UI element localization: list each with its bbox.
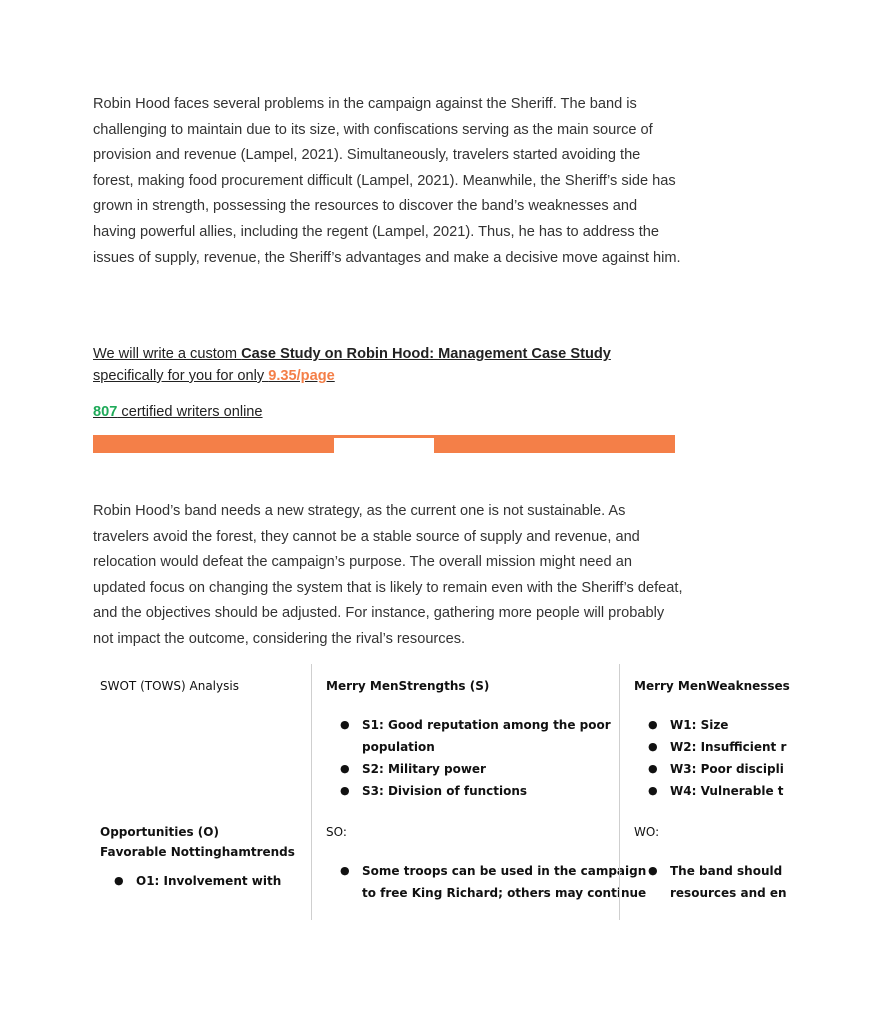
list-item: ● W1: Size xyxy=(648,718,729,732)
opportunities-title: Opportunities (O) xyxy=(100,825,219,839)
list-item: ● Some troops can be used in the campaign xyxy=(340,864,647,878)
list-item-continuation: resources and en xyxy=(670,886,787,900)
wo-label: WO: xyxy=(634,825,660,839)
order-banner-bar[interactable] xyxy=(93,435,675,453)
opportunities-list xyxy=(100,870,303,892)
list-item: ● O1: Involvement with xyxy=(114,874,282,888)
list-item-continuation: to free King Richard; others may continue xyxy=(362,886,647,900)
list-item: ● W3: Poor discipli xyxy=(648,762,784,776)
writers-count: 807 xyxy=(93,404,118,420)
list-item: ● W4: Vulnerable t xyxy=(648,784,784,798)
strengths-header: Merry MenStrengths (S) xyxy=(326,679,490,693)
paragraph-strategy: Robin Hood’s band needs a new strategy, as the current one is not sustainable. As travelers avoid the forest, they cannot be a stable source of supply and revenue, and relocation would defeat the campaign’s purpose. The overall mission might need an updated focus on changing the system that is likely to remain even with the Sheriff’s defeat, and the objectives should be adjusted. For instance, gathering more people will probably not impact the outcome, considering the rival’s resources. xyxy=(93,503,683,647)
order-banner-gap xyxy=(334,438,434,453)
promo-link[interactable]: We will write a custom Case Study on Robin Hood: Management Case Study specifically for you for only 9.35/page xyxy=(93,346,611,384)
list-item: ● S2: Military power xyxy=(340,762,486,776)
weaknesses-header: Merry MenWeaknesses xyxy=(634,679,790,693)
wo-list xyxy=(634,860,871,904)
swot-table-title: SWOT (TOWS) Analysis xyxy=(100,679,239,693)
list-item: ● S1: Good reputation among the poor xyxy=(340,718,611,732)
so-list xyxy=(326,860,647,904)
opportunities-subtitle: Favorable Nottinghamtrends xyxy=(100,845,295,859)
strengths-list xyxy=(326,714,611,802)
list-item: ● W2: Insufficient r xyxy=(648,740,787,754)
swot-column-factors xyxy=(86,664,311,920)
list-item-continuation: population xyxy=(362,740,435,754)
swot-column-weaknesses xyxy=(619,664,879,920)
weaknesses-list xyxy=(634,714,871,802)
so-label: SO: xyxy=(326,825,347,839)
paragraph-problems: Robin Hood faces several problems in the campaign against the Sheriff. The band is challenging to maintain due to its size, with confiscations serving as the main source of provision and revenue (Lampel, 2021). Simultaneously, travelers started avoiding the forest, making food procurement difficult (Lampel, 2021). Meanwhile, the Sheriff’s side has grown in strength, possessing the resources to discover the band’s weaknesses and having powerful allies, including the regent (Lampel, 2021). Thus, he has to address the issues of supply, revenue, the Sheriff’s advantages and make a decisive move against him. xyxy=(93,96,681,266)
promo-price: 9.35/page xyxy=(268,368,335,384)
swot-table xyxy=(86,664,790,920)
list-item: ● The band should xyxy=(648,864,783,878)
promo-text xyxy=(93,343,653,387)
list-item: ● S3: Division of functions xyxy=(340,784,528,798)
writers-online-link[interactable]: 807 certified writers online xyxy=(93,404,263,420)
